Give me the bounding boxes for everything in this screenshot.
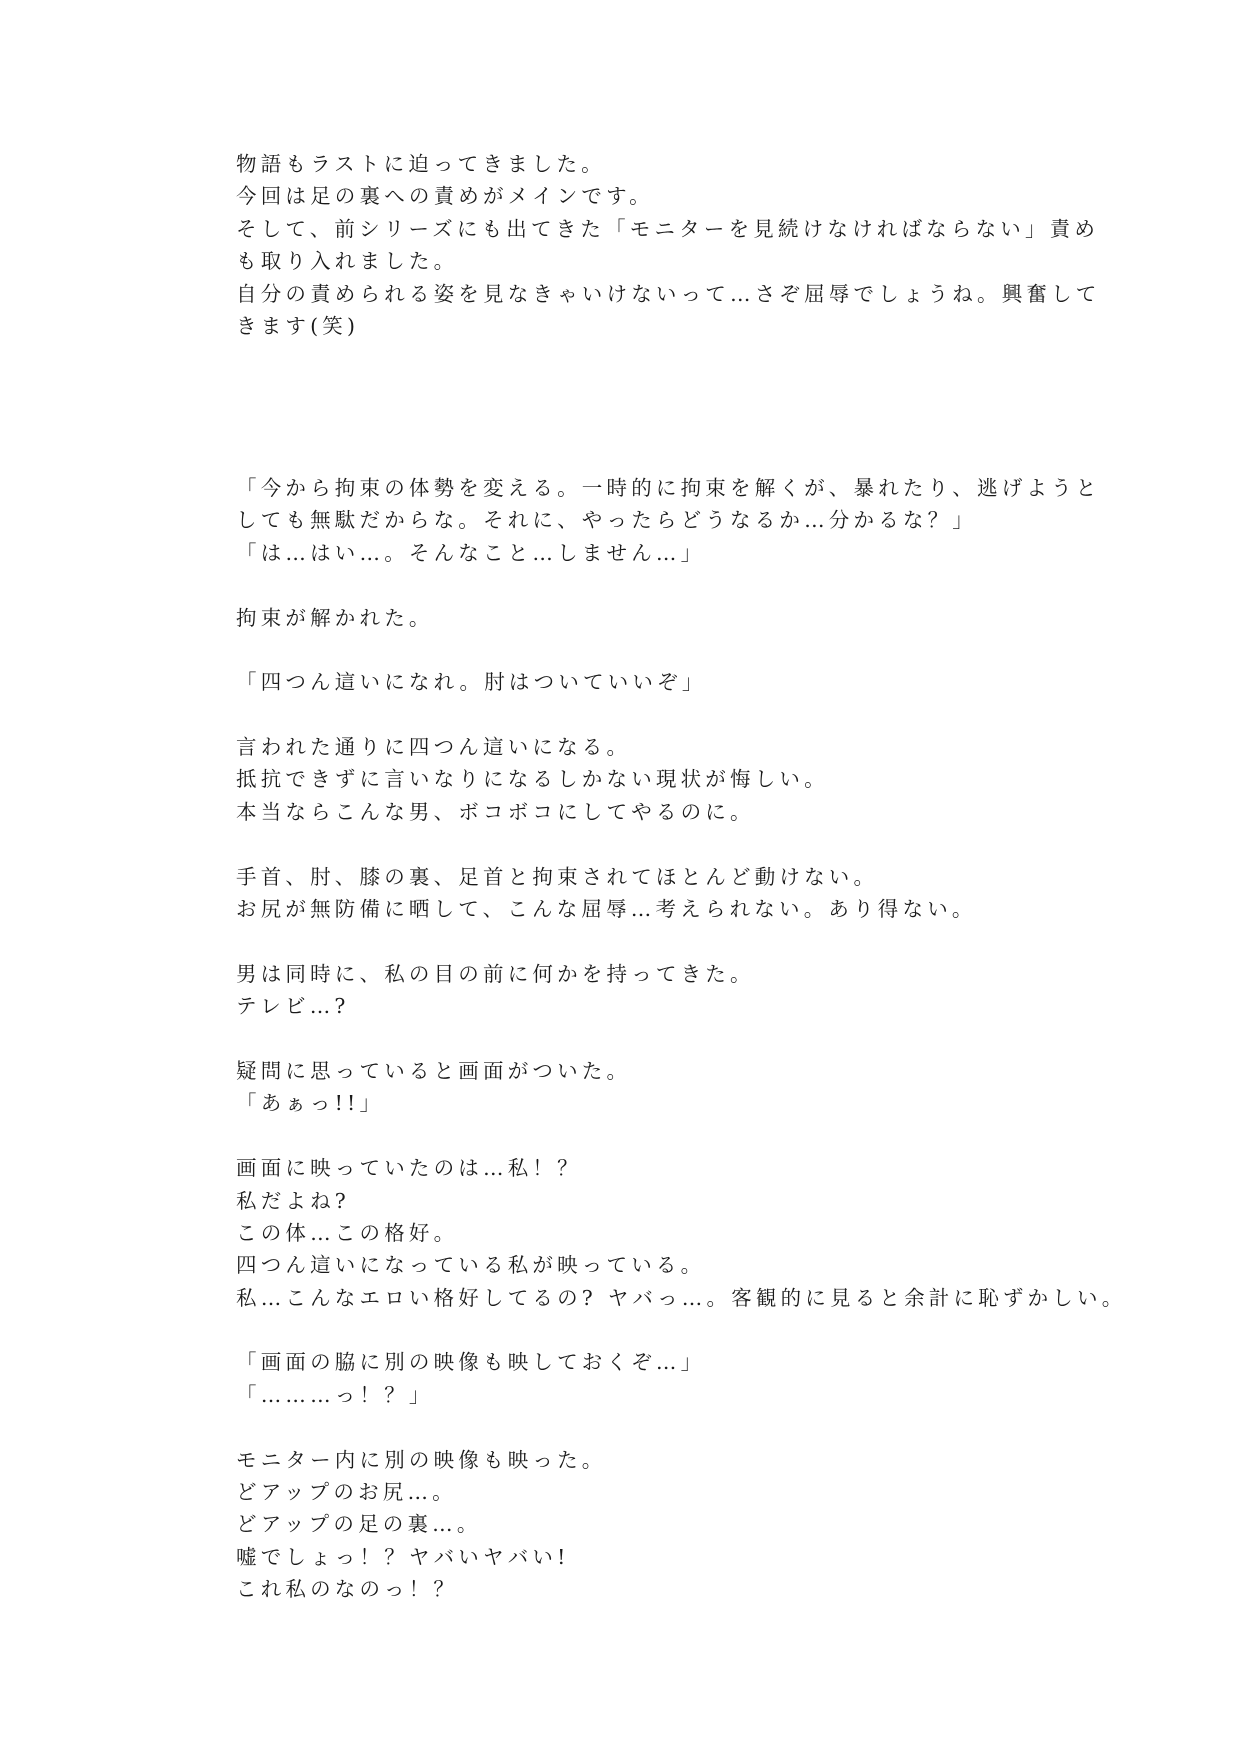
text-line: モニター内に別の映像も映った。 <box>236 1447 607 1472</box>
text-line: 「今から拘束の体勢を変える。一時的に拘束を解くが、暴れたり、逃げようと <box>236 475 1101 500</box>
text-line: どアップの足の裏…。 <box>236 1512 482 1537</box>
intro-paragraph <box>236 148 1101 342</box>
text-line: お尻が無防備に晒して、こんな屈辱…考えられない。あり得ない。 <box>236 897 977 922</box>
text-line: 今回は足の裏への責めがメインです。 <box>236 184 654 209</box>
story-paragraph <box>236 472 1101 569</box>
story-paragraph <box>236 602 1016 634</box>
text-line: 嘘でしょっ！？ヤバいヤバい! <box>236 1544 570 1569</box>
story-paragraph <box>236 731 1016 828</box>
text-line: も取り入れました。 <box>236 249 459 274</box>
text-line: 画面に映っていたのは…私！？ <box>236 1156 582 1181</box>
document-body <box>236 148 1127 1606</box>
text-line: 拘束が解かれた。 <box>236 605 434 630</box>
text-line: 「は…はい…。そんなこと…しません…」 <box>236 540 706 565</box>
text-line: テレビ…? <box>236 994 350 1019</box>
text-line: 四つん這いになっている私が映っている。 <box>236 1253 706 1278</box>
text-line: 言われた通りに四つん這いになる。 <box>236 735 632 760</box>
paragraph-gap <box>236 1120 1016 1152</box>
text-line: この体…この格好。 <box>236 1220 459 1245</box>
text-line: どアップのお尻…。 <box>236 1480 457 1505</box>
text-line: 抵抗できずに言いなりになるしかない現状が悔しい。 <box>236 767 829 792</box>
story-paragraph <box>236 1152 1127 1314</box>
text-line: 手首、肘、膝の裏、足首と拘束されてほとんど動けない。 <box>236 864 879 889</box>
story-paragraph <box>236 861 1016 926</box>
text-line: 疑問に思っていると画面がついた。 <box>236 1058 632 1083</box>
story-paragraph <box>236 1444 1016 1606</box>
text-line: 物語もラストに迫ってきました。 <box>236 152 606 176</box>
paragraph-gap <box>236 634 1016 666</box>
text-line: 自分の責められる姿を見なきゃいけないって…さぞ屈辱でしょうね。興奮して <box>236 281 1101 306</box>
story-paragraph <box>236 666 1016 698</box>
text-line: 私だよね? <box>236 1188 350 1213</box>
story-paragraph <box>236 1346 1016 1411</box>
paragraph-gap <box>236 925 1016 957</box>
paragraph-gap <box>236 699 1016 731</box>
text-line: 「画面の脇に別の映像も映しておくぞ…」 <box>236 1350 706 1375</box>
text-line: 「あぁっ!!」 <box>236 1091 385 1116</box>
text-line: しても無駄だからな。それに、やったらどうなるか…分かるな？」 <box>236 508 977 533</box>
text-line: 「四つん這いになれ。肘はついていいぞ」 <box>236 670 707 695</box>
text-line: きます(笑) <box>236 313 360 338</box>
section-gap <box>236 342 1016 472</box>
text-line: 本当ならこんな男、ボコボコにしてやるのに。 <box>236 799 755 824</box>
paragraph-gap <box>236 1411 1016 1443</box>
text-line: 男は同時に、私の目の前に何かを持ってきた。 <box>236 961 755 986</box>
story-paragraph <box>236 1055 1016 1120</box>
paragraph-gap <box>236 828 1016 860</box>
text-line: そして、前シリーズにも出てきた「モニターを見続けなければならない」責め <box>236 216 1100 241</box>
paragraph-gap <box>236 1023 1016 1055</box>
text-line: 「………っ！？」 <box>236 1382 434 1407</box>
text-line: これ私のなのっ！？ <box>236 1577 459 1602</box>
story-paragraph <box>236 958 1016 1023</box>
text-line: 私…こんなエロい格好してるの? ヤバっ…。客観的に見ると余計に恥ずかしい。 <box>236 1285 1127 1310</box>
paragraph-gap <box>236 569 1016 601</box>
paragraph-gap <box>236 1314 1016 1346</box>
